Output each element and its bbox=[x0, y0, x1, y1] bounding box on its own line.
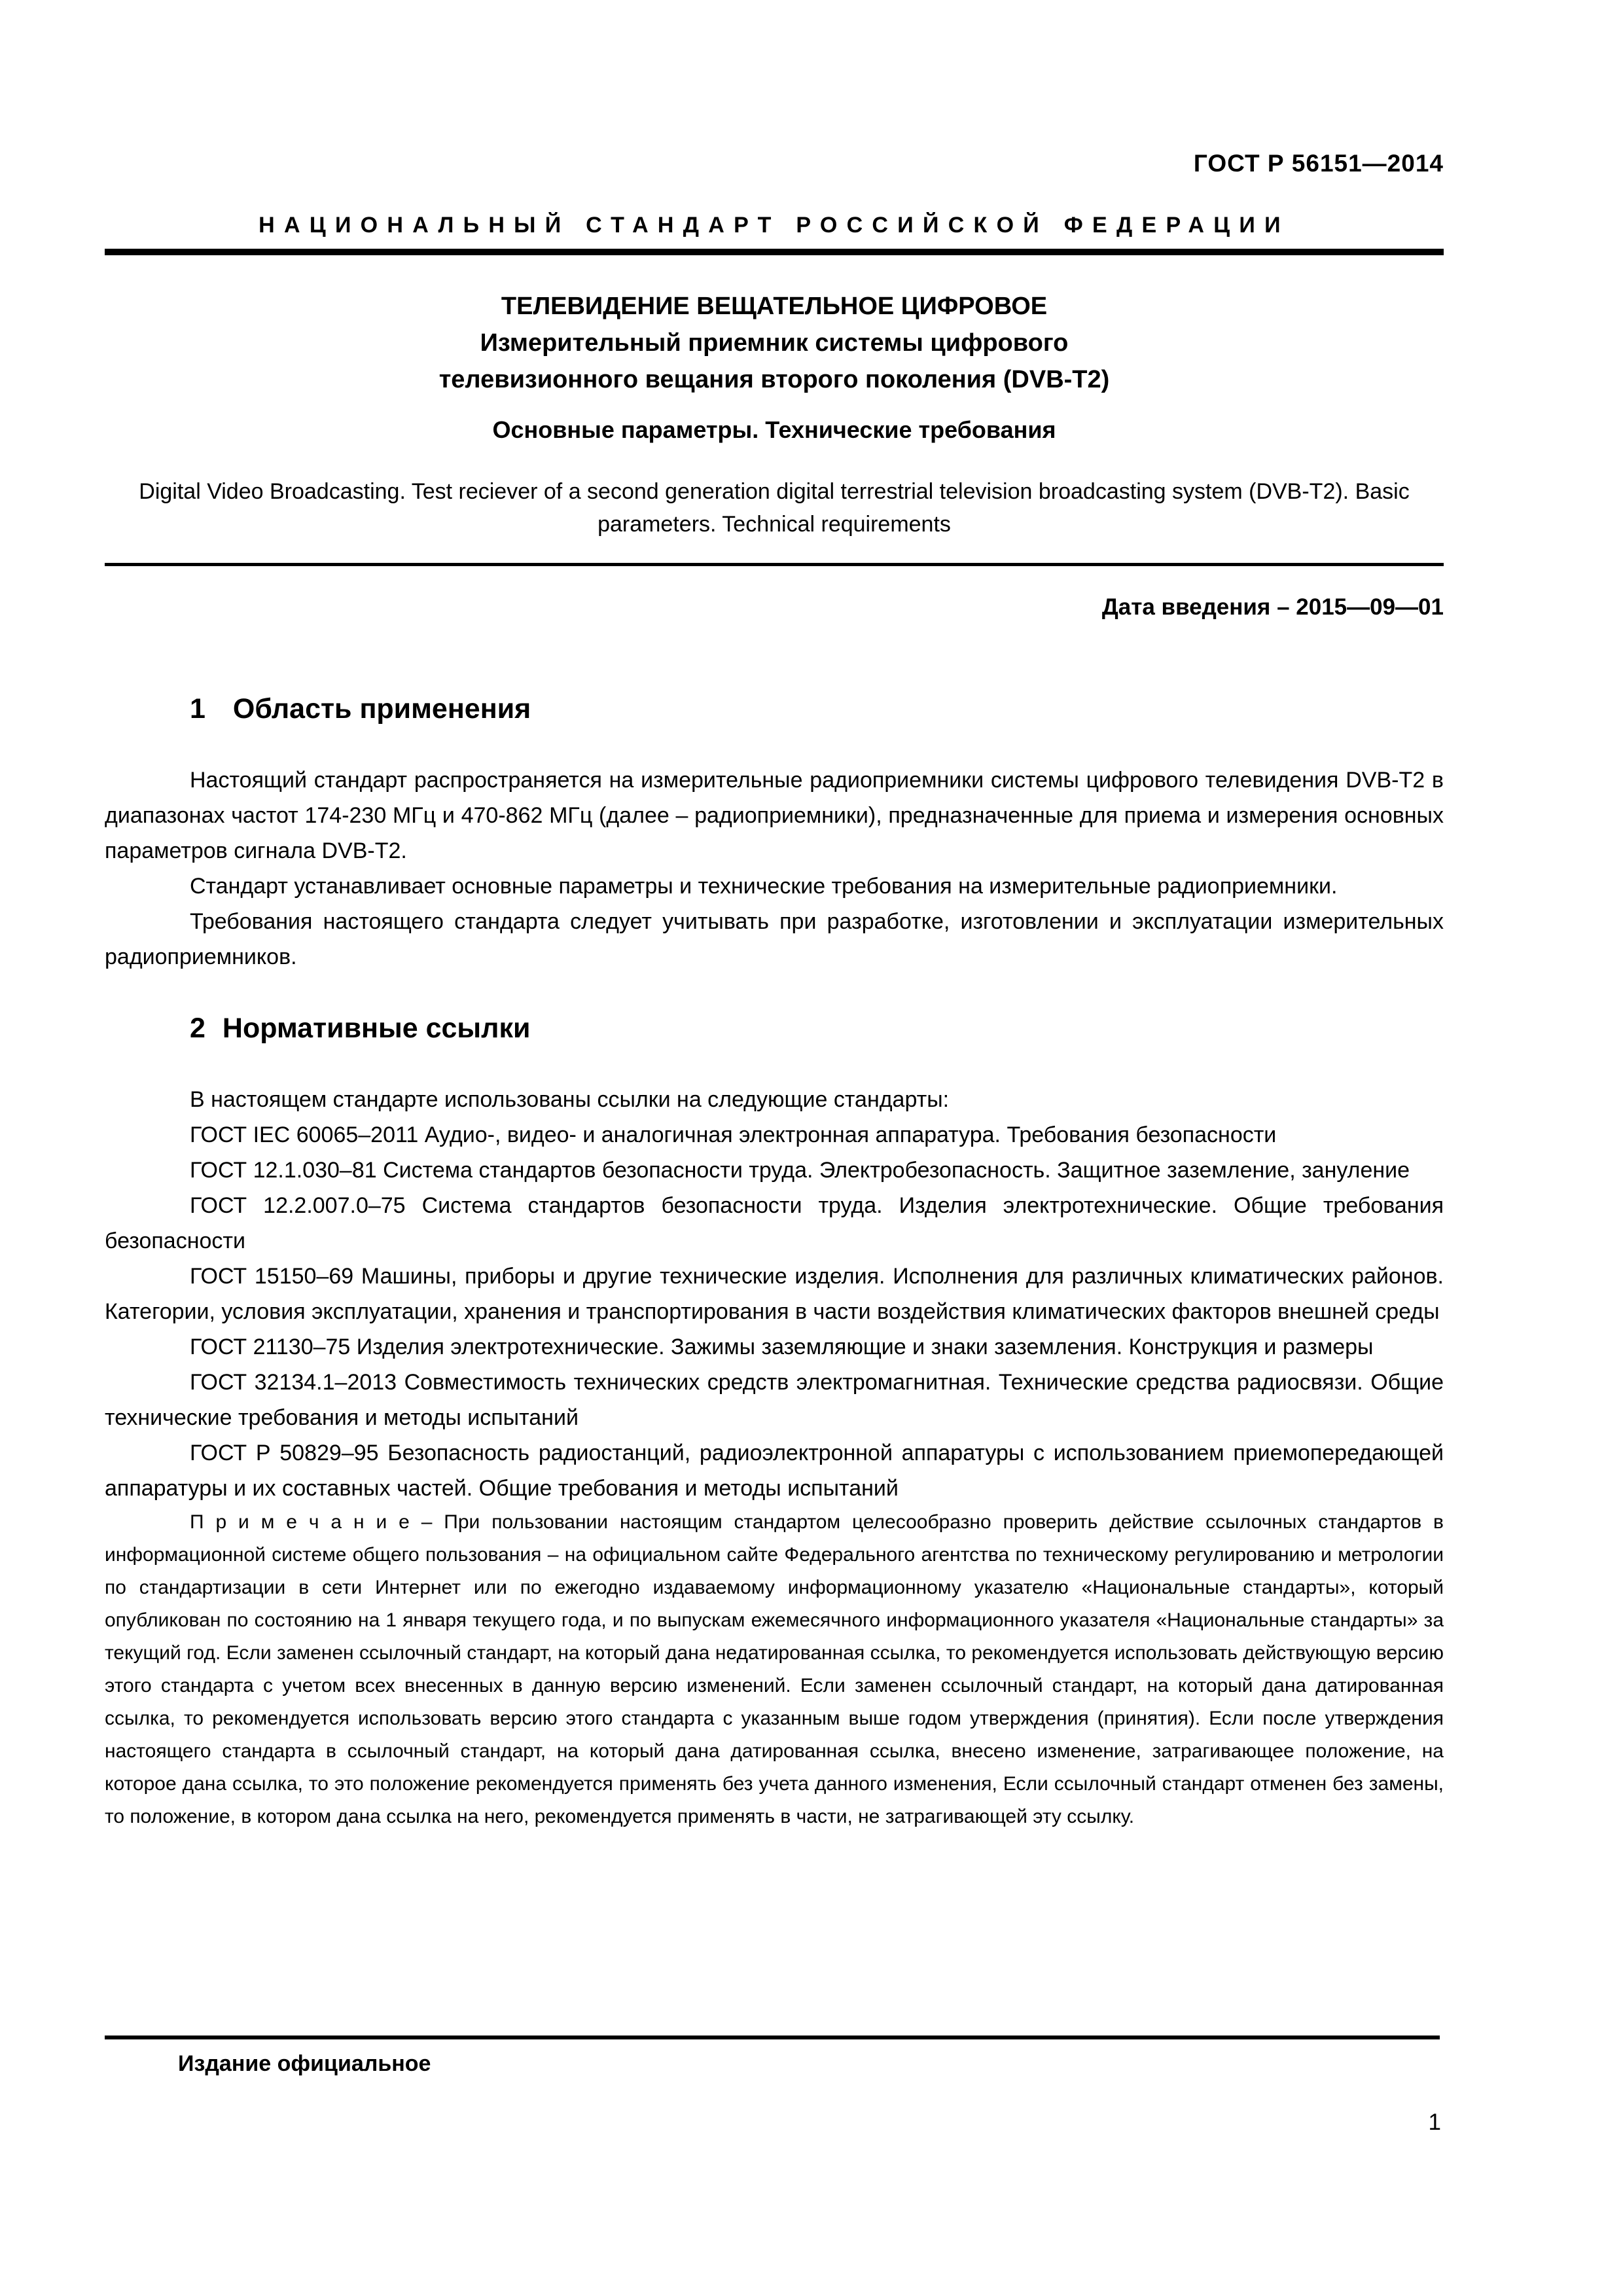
page-content bbox=[105, 149, 1444, 1833]
standard-reference: ГОСТ 12.1.030–81 Система стандартов безопасности труда. Электробезопасность. Защитное заземление, зануление bbox=[190, 1158, 1410, 1183]
section-2-title: Нормативные ссылки bbox=[222, 1013, 531, 1044]
standard-reference: ГОСТ 21130–75 Изделия электротехнические. Зажимы заземляющие и знаки заземления. Конструкция и размеры bbox=[190, 1335, 1374, 1359]
title-line-2: Измерительный приемник системы цифрового bbox=[480, 329, 1069, 357]
footer-rule bbox=[105, 2036, 1440, 2039]
edition-note: Издание официальное bbox=[178, 2051, 431, 2076]
page-number: 1 bbox=[1428, 2109, 1441, 2135]
title-english: Digital Video Broadcasting. Test reciever of a second generation digital terrestrial television broadcasting system (DVB-T2). Basic parameters. Technical requirements bbox=[139, 479, 1410, 537]
standard-reference: ГОСТ Р 50829–95 Безопасность радиостанций, радиоэлектронной аппаратуры с использованием приемопередающей аппаратуры и их составных частей. Общие требования и методы испытаний bbox=[105, 1441, 1444, 1501]
section-2-paragraph: В настоящем стандарте использованы ссылки на следующие стандарты: bbox=[190, 1087, 950, 1112]
note-block: П р и м е ч а н и е – При пользовании настоящим стандартом целесообразно проверить действие ссылочных стандартов в информационной системе общего пользования – на официальном сайте Федерального агентства по техническому регулированию и метрологии по стандартизации в сети Интернет или по ежегодно издаваемому информационному указателю «Национальные стандарты», который опубликован по состоянию на 1 января текущего года, и по выпускам ежемесячного информационного указателя «Национальные стандарты» за текущий год. Если заменен ссылочный стандарт, на который дана недатированная ссылка, то рекомендуется использовать действующую версию этого стандарта с учетом всех внесенных в данную версию изменений. Если заменен ссылочный стандарт, на который дана датированная ссылка, то рекомендуется использовать версию этого стандарта с указанным выше годом утверждения (принятия). Если после утверждения настоящего стандарта в ссылочный стандарт, на который дана датированная ссылка, внесено изменение, затрагивающее положение, на которое дана ссылка, то это положение рекомендуется применять без учета данного изменения, Если ссылочный стандарт отменен без замены, то положение, в котором дана ссылка на него, рекомендуется применять в части, не затрагивающей эту ссылку. bbox=[105, 1511, 1444, 1827]
section-2-number: 2 bbox=[190, 1013, 205, 1044]
standard-reference: ГОСТ IEC 60065–2011 Аудио-, видео- и аналогичная электронная аппаратура. Требования безопасности bbox=[190, 1122, 1277, 1147]
section-1-paragraph: Требования настоящего стандарта следует учитывать при разработке, изготовлении и эксплуатации измерительных радиоприемников. bbox=[105, 909, 1444, 969]
title-block bbox=[105, 288, 1444, 398]
section-1-paragraph: Настоящий стандарт распространяется на измерительные радиоприемники системы цифрового телевидения DVB-T2 в диапазонах частот 174-230 МГц и 470-862 МГц (далее – радиоприемники), предназначенные для приема и измерения основных параметров сигнала DVB-T2. bbox=[105, 768, 1444, 863]
standard-reference: ГОСТ 32134.1–2013 Совместимость технических средств электромагнитная. Технические средства радиосвязи. Общие технические требования и методы испытаний bbox=[105, 1370, 1444, 1430]
section-1-paragraph: Стандарт устанавливает основные параметры и технические требования на измерительные радиоприемники. bbox=[190, 874, 1338, 899]
title-line-3: телевизионного вещания второго поколения (DVB-T2) bbox=[438, 366, 1110, 393]
banner-rule bbox=[105, 249, 1444, 255]
section-1-title: Область применения bbox=[232, 693, 531, 725]
document-code: ГОСТ Р 56151—2014 bbox=[1193, 150, 1444, 177]
standard-reference: ГОСТ 12.2.007.0–75 Система стандартов безопасности труда. Изделия электротехнические. Общие требования безопасности bbox=[105, 1193, 1444, 1253]
section-1-heading bbox=[105, 692, 1444, 726]
subtitle-ru: Основные параметры. Технические требования bbox=[492, 416, 1056, 443]
separator-rule bbox=[105, 563, 1444, 566]
effective-date: Дата введения – 2015—09—01 bbox=[1101, 594, 1444, 620]
standard-reference: ГОСТ 15150–69 Машины, приборы и другие технические изделия. Исполнения для различных климатических районов. Категории, условия эксплуатации, хранения и транспортирования в части воздействия климатических факторов внешней среды bbox=[105, 1264, 1444, 1324]
section-1-number: 1 bbox=[190, 693, 205, 725]
section-2-heading bbox=[105, 1011, 1444, 1045]
title-line-1: ТЕЛЕВИДЕНИЕ ВЕЩАТЕЛЬНОЕ ЦИФРОВОЕ bbox=[501, 293, 1048, 320]
national-standard-banner: НАЦИОНАЛЬНЫЙ СТАНДАРТ РОССИЙСКОЙ ФЕДЕРАЦИИ bbox=[259, 213, 1290, 238]
